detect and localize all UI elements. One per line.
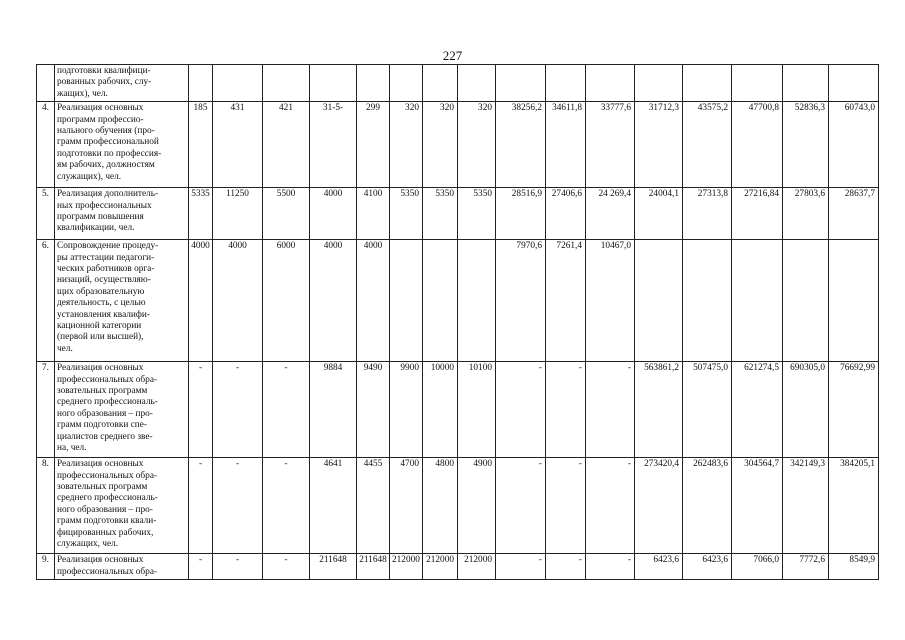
table-cell: -	[189, 554, 213, 580]
table-cell: -	[213, 362, 263, 458]
table-cell: 5500	[263, 188, 310, 240]
table-cell: 10467,0	[586, 240, 635, 362]
table-cell: 27313,8	[683, 188, 732, 240]
table-cell: 5350	[423, 188, 458, 240]
row-description: Реализация основных профессиональных обра-	[55, 554, 189, 580]
table-cell	[829, 65, 879, 102]
table-cell	[683, 240, 732, 362]
table-cell: 24004,1	[635, 188, 683, 240]
table-cell	[732, 240, 783, 362]
row-number: 6.	[37, 240, 55, 362]
table-cell: 563861,2	[635, 362, 683, 458]
table-cell: 4455	[357, 458, 390, 554]
table-cell: 4000	[357, 240, 390, 362]
table-row	[37, 458, 879, 554]
row-number: 5.	[37, 188, 55, 240]
table-row	[37, 240, 879, 362]
table-cell	[783, 240, 829, 362]
table-cell: -	[213, 458, 263, 554]
table-cell	[546, 65, 586, 102]
table-cell: 31-5-	[310, 102, 357, 188]
table-cell: 320	[423, 102, 458, 188]
table-cell: 10100	[458, 362, 496, 458]
table-row	[37, 554, 879, 580]
table-cell: 6000	[263, 240, 310, 362]
table-cell: 421	[263, 102, 310, 188]
table-cell: 60743,0	[829, 102, 879, 188]
table-cell: 4100	[357, 188, 390, 240]
table-cell: 9884	[310, 362, 357, 458]
table-cell	[635, 65, 683, 102]
table-cell: 4000	[310, 240, 357, 362]
table-cell: 7261,4	[546, 240, 586, 362]
table-cell: 9490	[357, 362, 390, 458]
row-description: Реализация основных программ профессио- нального обучения (про- грамм профессиональной подготовки по профессия- ям рабочих, должностям служащих), чел.	[55, 102, 189, 188]
table-row	[37, 65, 879, 102]
table-cell: 27406,6	[546, 188, 586, 240]
table-cell: 5335	[189, 188, 213, 240]
table-cell: 262483,6	[683, 458, 732, 554]
table-cell: 7970,6	[496, 240, 546, 362]
table-cell: -	[496, 458, 546, 554]
table-cell	[458, 65, 496, 102]
row-number	[37, 65, 55, 102]
table-cell: -	[189, 362, 213, 458]
table-cell: 38256,2	[496, 102, 546, 188]
row-description: Сопровождение процеду- ры аттестации педагоги- ческих работников орга- низаций, осуществляю- щих образовательную деятельность, с целью установления квалифи- кационной категории (первой или высшей), чел.	[55, 240, 189, 362]
row-number: 7.	[37, 362, 55, 458]
table-cell: 690305,0	[783, 362, 829, 458]
table-cell: 6423,6	[683, 554, 732, 580]
table-cell	[423, 65, 458, 102]
table-cell: -	[263, 458, 310, 554]
table-cell: 273420,4	[635, 458, 683, 554]
row-number: 9.	[37, 554, 55, 580]
table-cell: 33777,6	[586, 102, 635, 188]
table-cell: 212000	[390, 554, 423, 580]
table-cell: 320	[390, 102, 423, 188]
table-cell	[390, 65, 423, 102]
table-cell: 7772,6	[783, 554, 829, 580]
table-cell	[310, 65, 357, 102]
table-cell: 5350	[390, 188, 423, 240]
table-cell	[458, 240, 496, 362]
row-number: 8.	[37, 458, 55, 554]
table-cell: 212000	[423, 554, 458, 580]
table-cell: -	[496, 554, 546, 580]
table-cell: 28516,9	[496, 188, 546, 240]
table-cell: 6423,6	[635, 554, 683, 580]
table-cell	[423, 240, 458, 362]
table-cell: -	[189, 458, 213, 554]
row-description: Реализация основных профессиональных обра- зовательных программ среднего профессиональ- ного образования – про- грамм подготовки спе- циалистов среднего зве- на, чел.	[55, 362, 189, 458]
table-cell: 185	[189, 102, 213, 188]
table-cell	[189, 65, 213, 102]
table-cell	[496, 65, 546, 102]
table-cell: 4000	[213, 240, 263, 362]
table-row	[37, 362, 879, 458]
table-cell: 4000	[310, 188, 357, 240]
table-cell: 10000	[423, 362, 458, 458]
table-cell: 47700,8	[732, 102, 783, 188]
table-cell: -	[263, 362, 310, 458]
table-cell	[213, 65, 263, 102]
table-cell: -	[546, 554, 586, 580]
table-cell	[390, 240, 423, 362]
table-cell: 342149,3	[783, 458, 829, 554]
table-cell	[829, 240, 879, 362]
table-cell: 43575,2	[683, 102, 732, 188]
table-cell: -	[546, 362, 586, 458]
table-cell: 211648	[357, 554, 390, 580]
table-cell: 8549,9	[829, 554, 879, 580]
table-cell	[263, 65, 310, 102]
table-cell: -	[263, 554, 310, 580]
table-cell: 431	[213, 102, 263, 188]
table-cell: -	[213, 554, 263, 580]
row-description: Реализация дополнитель- ных профессиональных программ повышения квалификации, чел.	[55, 188, 189, 240]
table-cell: 320	[458, 102, 496, 188]
table-cell: 212000	[458, 554, 496, 580]
table-cell: 31712,3	[635, 102, 683, 188]
table-cell: -	[586, 362, 635, 458]
table-cell: 4700	[390, 458, 423, 554]
row-description: подготовки квалифици- рованных рабочих, слу- жащих), чел.	[55, 65, 189, 102]
table-cell: -	[586, 458, 635, 554]
table-cell: 304564,7	[732, 458, 783, 554]
table-cell: 211648	[310, 554, 357, 580]
table-cell: 27216,84	[732, 188, 783, 240]
table-cell	[635, 240, 683, 362]
table-cell: 76692,99	[829, 362, 879, 458]
row-number: 4.	[37, 102, 55, 188]
table-cell: 7066,0	[732, 554, 783, 580]
table-cell: 621274,5	[732, 362, 783, 458]
table-cell: -	[496, 362, 546, 458]
table-cell	[783, 65, 829, 102]
table-cell: 4641	[310, 458, 357, 554]
table-cell: 27803,6	[783, 188, 829, 240]
table-cell: 299	[357, 102, 390, 188]
data-table	[36, 64, 879, 580]
table-cell: 4000	[189, 240, 213, 362]
table-cell	[732, 65, 783, 102]
table-cell	[586, 65, 635, 102]
table-cell: 11250	[213, 188, 263, 240]
table-cell: 4900	[458, 458, 496, 554]
table-cell: 4800	[423, 458, 458, 554]
table-cell	[357, 65, 390, 102]
table-cell: 28637,7	[829, 188, 879, 240]
table-cell	[683, 65, 732, 102]
table-row	[37, 102, 879, 188]
table-cell: 5350	[458, 188, 496, 240]
table-cell: 24 269,4	[586, 188, 635, 240]
table-cell: 507475,0	[683, 362, 732, 458]
table-cell: 384205,1	[829, 458, 879, 554]
table-cell: -	[546, 458, 586, 554]
table-cell: 9900	[390, 362, 423, 458]
table-cell: -	[586, 554, 635, 580]
table-cell: 34611,8	[546, 102, 586, 188]
table-cell: 52836,3	[783, 102, 829, 188]
page-number: 227	[442, 48, 463, 63]
table-row	[37, 188, 879, 240]
row-description: Реализация основных профессиональных обра- зовательных программ среднего профессиональ- ного образования – про- грамм подготовки квали- фицированных рабочих, служащих, чел.	[55, 458, 189, 554]
